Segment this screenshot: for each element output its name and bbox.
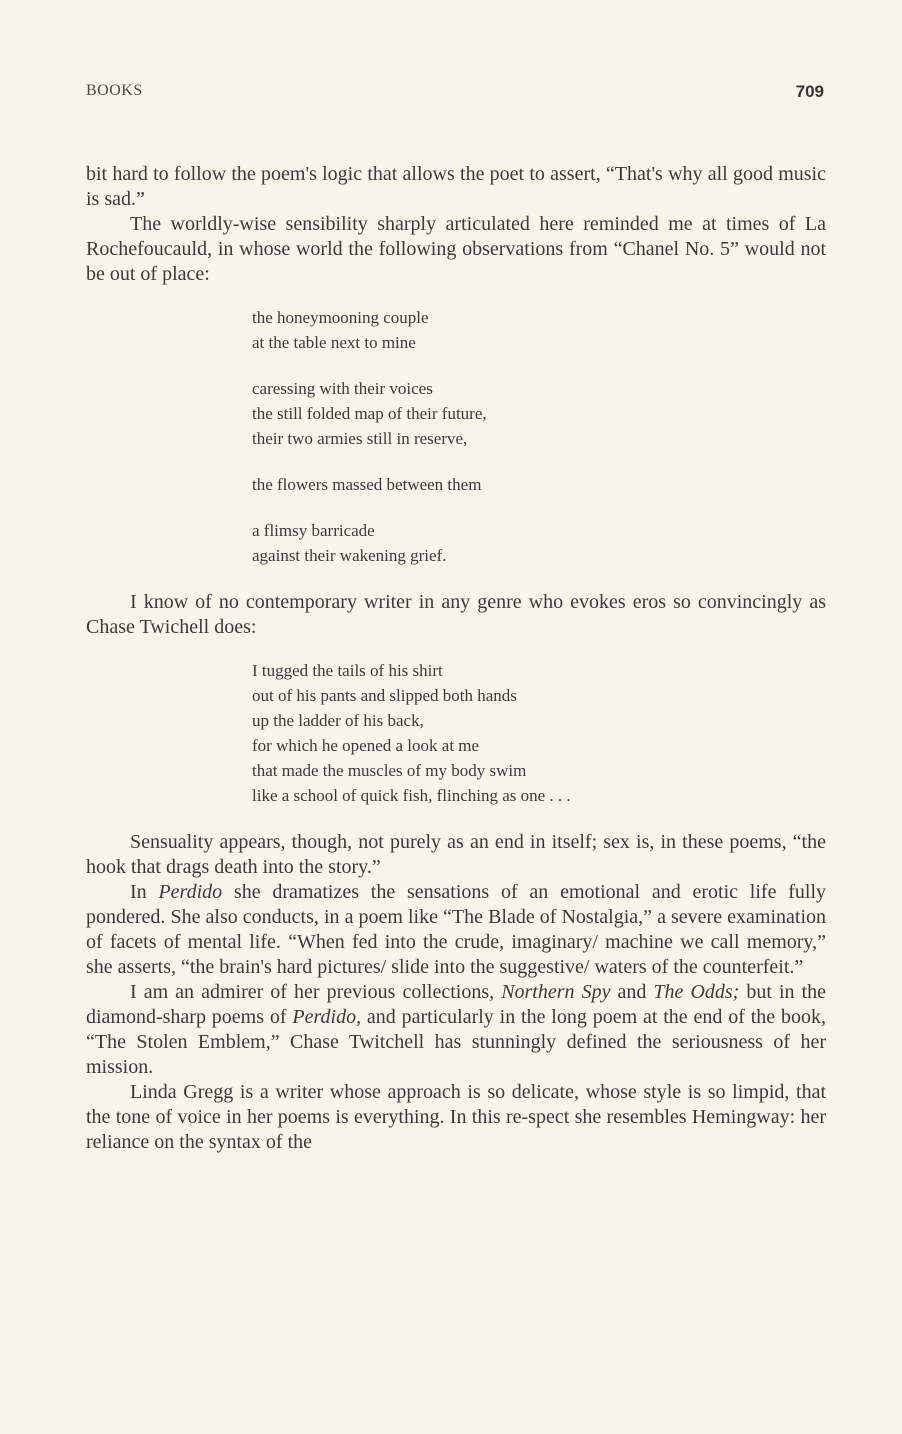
poem-stanza [252,305,826,355]
text-run: I am an admirer of her previous collections, [130,981,502,1003]
poem-stanza [252,472,826,497]
poem-line: caressing with their voices [252,379,433,398]
poem-line: out of his pants and slipped both hands [252,686,517,705]
paragraph: The worldly-wise sensibility sharply articulated here reminded me at times of La Rochefoucauld, in whose world the following observations from “Chanel No. 5” would not be out of place: [86,213,826,285]
paragraph: I know of no contemporary writer in any genre who evokes eros so convincingly as Chase Twichell does: [86,591,826,638]
poem-line: against their wakening grief. [252,546,447,565]
poem-line: at the table next to mine [252,333,416,352]
text-run: she dramatizes the sensations of an emotional and erotic life fully pondered. She also conducts, in a poem like “The Blade of Nostalgia,” a severe examination of facets of mental life. “When fed into the crude, imaginary/ machine we call memory,” she asserts, “the brain's hard pictures/ slide into the suggestive/ waters of the counterfeit.” [86,881,826,978]
poem-line: a flimsy barricade [252,521,375,540]
poem-line: the flowers massed between them [252,475,482,494]
paragraph [86,880,826,980]
poem-line: I tugged the tails of his shirt [252,661,443,680]
poem-stanza [252,658,826,808]
paragraph: Sensuality appears, though, not purely as an end in itself; sex is, in these poems, “the hook that drags death into the story.” [86,831,826,878]
text-run: and [610,981,654,1003]
poem-stanza [252,376,826,451]
book-title: Northern Spy [501,981,611,1003]
book-title: Perdido [158,881,223,903]
paragraph [86,980,826,1080]
poem-line: the still folded map of their future, [252,404,487,423]
poem-line: that made the muscles of my body swim [252,761,527,780]
poem-quote-chanel [252,305,826,568]
poem-line: the honeymooning couple [252,308,429,327]
poem-line: their two armies still in reserve, [252,429,468,448]
text-run: but in the diamond-sharp poems of [86,981,827,1028]
page-number: 709 [795,82,824,101]
poem-line: like a school of quick fish, flinching as one . . . [252,786,571,805]
poem-line: for which he opened a look at me [252,736,480,755]
article-body [86,162,826,1155]
text-run: In [130,881,159,903]
paragraph: bit hard to follow the poem's logic that allows the poet to assert, “That's why all good music is sad.” [86,163,826,210]
running-head: BOOKS [86,82,143,99]
poem-line: up the ladder of his back, [252,711,424,730]
book-title: Perdido, [292,1006,362,1028]
poem-quote-twichell [252,658,826,808]
book-title: The Odds; [653,981,740,1003]
poem-stanza [252,518,826,568]
text-run: and particularly in the long poem at the end of the book, “The Stolen Emblem,” Chase Twitchell has stunningly defined the seriousness of her mission. [86,1006,827,1078]
paragraph: Linda Gregg is a writer whose approach is so delicate, whose style is so limpid, that the tone of voice in her poems is everything. In this re-spect she resembles Hemingway: her reliance on the syntax of the [86,1081,826,1153]
